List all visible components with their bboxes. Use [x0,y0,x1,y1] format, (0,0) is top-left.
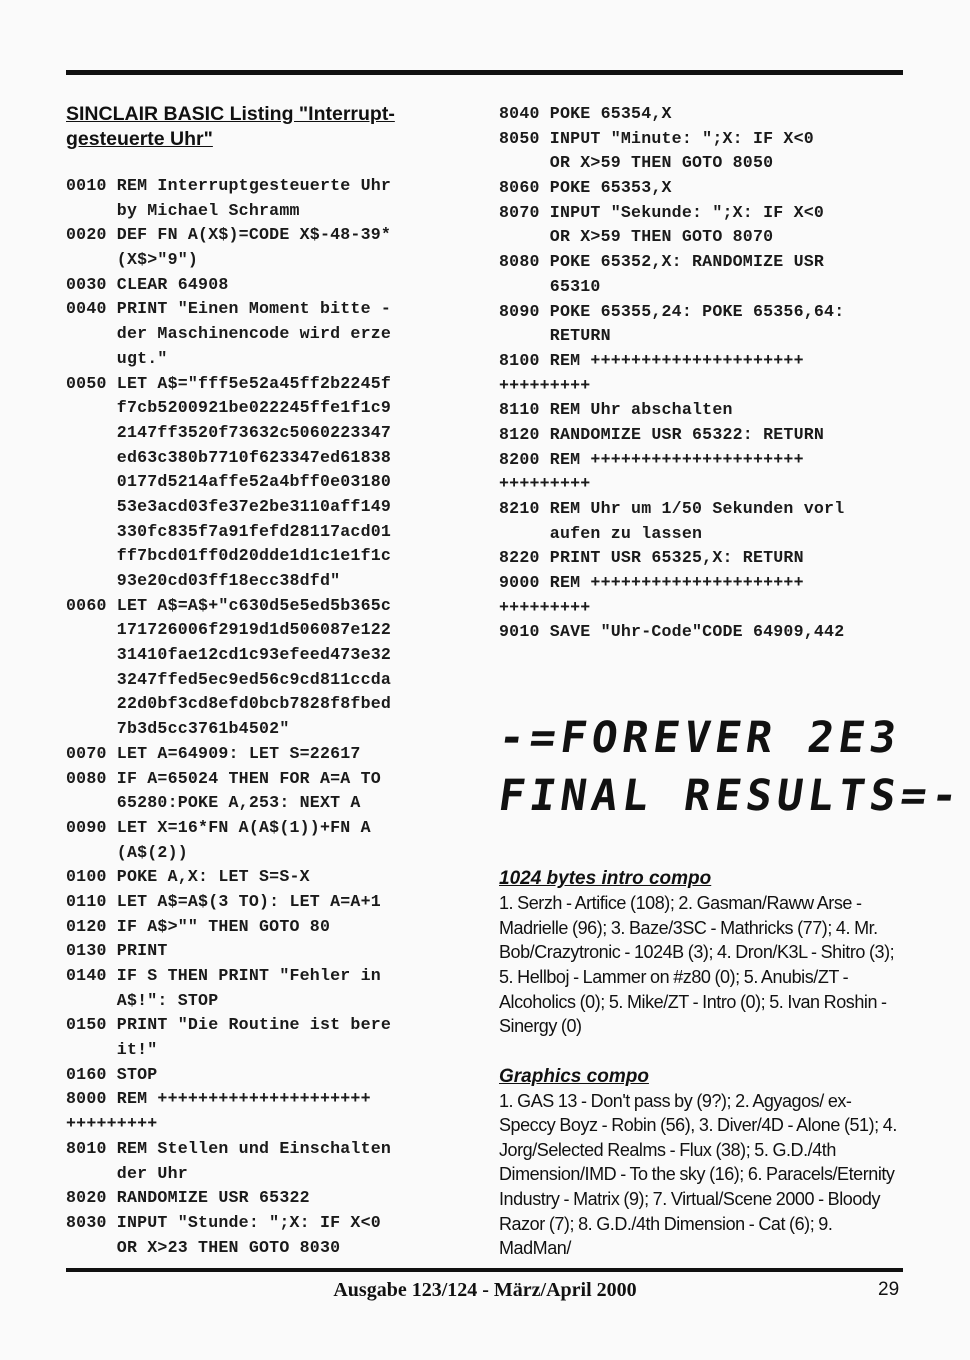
code-line: 0070 LET A=64909: LET S=22617 [66,743,361,763]
footer-issue: Ausgabe 123/124 - März/April 2000 [333,1279,637,1301]
code-line: 0110 LET A$=A$(3 TO): LET A=A+1 [66,891,381,911]
headline-line2: FINAL RESULTS=- [495,771,966,822]
code-line: 9010 SAVE "Uhr-Code"CODE 64909,442 [499,622,845,642]
code-line: 0100 POKE A,X: LET S=S-X [66,867,310,887]
right-column [495,102,966,1261]
code-line: 0050 LET A$="fff5e52a45ff2b2245f [66,373,392,393]
code-line: f7cb5200921be022245ffe1f1c9 [66,398,392,418]
section-title: 1024 bytes intro compo [499,868,712,890]
code-line: RETURN [499,326,611,346]
code-line: 8120 RANDOMIZE USR 65322: RETURN [499,424,825,444]
code-line: 31410fae12cd1c93efeed473e32 [66,645,392,665]
code-line: (X$>"9") [66,250,199,270]
code-line: 2147ff3520f73632c5060223347 [66,422,392,442]
code-line: 0130 PRINT [66,941,168,961]
code-line: 8100 REM +++++++++++++++++++++ [499,350,804,370]
section-body: 1. GAS 13 - Don't pass by (9?); 2. Agyagos/ ex-Speccy Boyz - Robin (56), 3. Diver/4D - Alone (51); 4. Jorg/Selected Realms - Flux (38); 5. G.D./4th Dimension/IMD - To the sky (16); 6. Paracels/Eternity Industry - Matrix (9); 7. Virtual/Scene 2000 - Bloody Razor (7); 8. G.D./4th Dimension - Cat (6); 9. MadMan/ [499,1090,897,1259]
headline-line1: -=FOREVER 2E3 [495,713,905,764]
page-number: 29 [878,1279,900,1300]
code-line: 8210 REM Uhr um 1/50 Sekunden vorl [499,499,845,518]
section-body: 1. Serzh - Artifice (108); 2. Gasman/Raww Arse - Madrielle (96); 3. Baze/3SC - Mathricks (77); 4. Mr. Bob/Crazytronic - 1024B (3); 4. Dron/K3L - Shitro (3); 5. Hellboj - Lammer on #z80 (0); 5. Anubis/ZT - Alcoholics (0); 5. Mike/ZT - Intro (0); 5. Ivan Roshin - Sinergy (0) [499,893,895,1037]
section-intro-compo [499,867,903,1039]
code-line: OR X>23 THEN GOTO 8030 [66,1237,341,1257]
code-line: der Uhr [66,1163,188,1183]
code-line: 0020 DEF FN A(X$)=CODE X$-48-39* [66,225,392,245]
code-line: 22d0bf3cd8efd0bcb7828f8fbed [66,694,392,714]
code-line: 53e3acd03fe37e2be3110aff149 [66,496,392,516]
code-line: 7b3d5cc3761b4502" [66,719,290,739]
code-line: 171726006f2919d1d506087e122 [66,620,392,640]
code-line: 93e20cd03ff18ecc38dfd" [66,571,341,590]
code-line: ff7bcd01ff0d20dde1d1c1e1f1c [66,546,392,566]
code-line: 0090 LET X=16*FN A(A$(1))+FN A [66,817,371,837]
top-rule [66,70,903,75]
code-line: 8040 POKE 65354,X [499,104,672,123]
code-line: 8000 REM +++++++++++++++++++++ [66,1089,371,1109]
code-line: 8090 POKE 65355,24: POKE 65356,64: [499,301,845,321]
code-line: 0030 CLEAR 64908 [66,274,229,294]
code-line: it!" [66,1040,158,1060]
code-line: +++++++++ [499,474,591,494]
code-line: 8070 INPUT "Sekunde: ";X: IF X<0 [499,202,825,222]
code-line: 0140 IF S THEN PRINT "Fehler in [66,966,381,985]
code-line: +++++++++ [66,1114,158,1134]
code-line: 8110 REM Uhr abschalten [499,400,733,420]
code-line: 8050 INPUT "Minute: ";X: IF X<0 [499,128,814,148]
code-line: 0060 LET A$=A$+"c630d5e5ed5b365c [66,595,392,615]
code-line: 330fc835f7a91fefd28117acd01 [66,521,392,541]
code-line: 8030 INPUT "Stunde: ";X: IF X<0 [66,1212,381,1232]
code-line: (A$(2)) [66,842,188,862]
code-line: 3247ffed5ec9ed56c9cd811ccda [66,669,392,689]
code-line: 0150 PRINT "Die Routine ist bere [66,1015,392,1035]
code-line: 0080 IF A=65024 THEN FOR A=A TO [66,768,381,788]
code-line: der Maschinencode wird erze [66,324,392,344]
code-line: 0160 STOP [66,1064,158,1084]
code-line: ed63c380b7710f623347ed61838 [66,447,392,467]
code-line: 8200 REM +++++++++++++++++++++ [499,449,804,469]
code-line: 0040 PRINT "Einen Moment bitte - [66,299,392,319]
code-line: 0177d5214affe52a4bff0e03180 [66,472,392,492]
code-line: 8060 POKE 65353,X [499,178,672,198]
code-line: A$!": STOP [66,990,219,1010]
code-line: 65280:POKE A,253: NEXT A [66,793,361,813]
listing-title-line2: gesteuerte Uhr" [66,128,213,150]
code-line: 65310 [499,276,601,296]
code-line: OR X>59 THEN GOTO 8070 [499,227,774,247]
listing-title-line1: SINCLAIR BASIC Listing "Interrupt- [66,103,395,125]
code-line: 9000 REM +++++++++++++++++++++ [499,573,804,593]
section-title: Graphics compo [499,1065,649,1087]
listing-title [66,102,468,152]
code-line: 8080 POKE 65352,X: RANDOMIZE USR [499,252,825,272]
code-line: 8020 RANDOMIZE USR 65322 [66,1188,310,1208]
code-line: 0010 REM Interruptgesteuerte Uhr [66,176,392,195]
code-line: 8220 PRINT USR 65325,X: RETURN [499,548,804,568]
bottom-rule [66,1268,903,1272]
code-line: ugt." [66,348,168,368]
code-line: by Michael Schramm [66,200,300,220]
code-line: aufen zu lassen [499,523,703,543]
code-line: +++++++++ [499,597,591,617]
code-listing-right [499,102,903,645]
section-graphics-compo [499,1065,903,1261]
code-line: 8010 REM Stellen und Einschalten [66,1138,392,1158]
left-column [66,102,468,1260]
code-line: 0120 IF A$>"" THEN GOTO 80 [66,916,331,936]
code-listing-left [66,174,468,1260]
headline [495,709,966,825]
code-line: +++++++++ [499,375,591,395]
code-line: OR X>59 THEN GOTO 8050 [499,153,774,173]
